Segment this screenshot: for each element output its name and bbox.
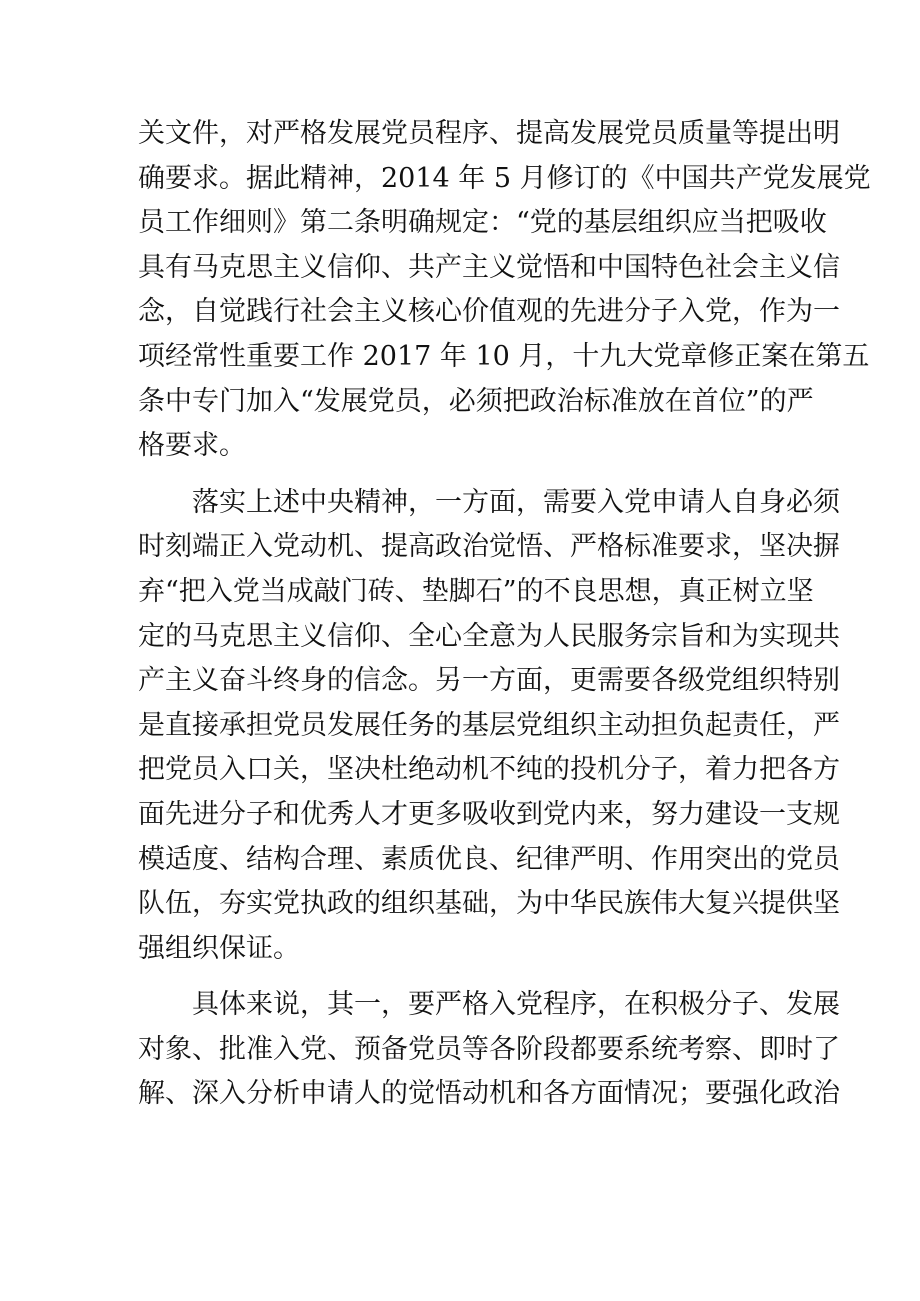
paragraph-spacer (138, 971, 784, 983)
paragraph-2 (138, 481, 840, 972)
paragraph-line: 项经常性重要工作 2017 年 10 月，十九大党章修正案在第五 (138, 340, 870, 372)
paragraph-line: 把党员入口关，坚决杜绝动机不纯的投机分子，着力把各方 (138, 754, 840, 786)
paragraph-3 (138, 983, 840, 1117)
paragraph-line: 是直接承担党员发展任务的基层党组织主动担负起责任，严 (138, 709, 840, 741)
paragraph-1 (138, 112, 871, 469)
paragraph-line: 面先进分子和优秀人才更多吸收到党内来，努力建设一支规 (138, 798, 840, 830)
paragraph-line: 关文件，对严格发展党员程序、提高发展党员质量等提出明 (138, 118, 840, 149)
paragraph-line: 确要求。据此精神，2014 年 5 月修订的《中国共产党发展党 (138, 162, 871, 194)
paragraph-line: 格要求。 (138, 430, 246, 462)
paragraph-line: 弃“把入党当成敲门砖、垫脚石”的不良思想，真正树立坚 (138, 575, 814, 607)
paragraph-line: 对象、批准入党、预备党员等各阶段都要系统考察、即时了 (138, 1033, 840, 1065)
paragraph-line: 产主义奋斗终身的信念。另一方面，更需要各级党组织特别 (138, 665, 840, 697)
paragraph-line: 具体来说，其一，要严格入党程序，在积极分子、发展 (138, 989, 840, 1021)
paragraph-line: 时刻端正入党动机、提高政治觉悟、严格标准要求，坚决摒 (138, 531, 840, 563)
paragraph-line: 解、深入分析申请人的觉悟动机和各方面情况；要强化政治 (138, 1078, 840, 1110)
paragraph-line: 定的马克思主义信仰、全心全意为人民服务宗旨和为实现共 (138, 620, 840, 652)
paragraph-line: 具有马克思主义信仰、共产主义觉悟和中国特色社会主义信 (138, 251, 840, 283)
paragraph-line: 模适度、结构合理、素质优良、纪律严明、作用突出的党员 (138, 843, 840, 875)
paragraph-line: 落实上述中央精神，一方面，需要入党申请人自身必须 (138, 486, 840, 518)
paragraph-line: 条中专门加入“发展党员，必须把政治标准放在首位”的严 (138, 385, 814, 417)
paragraph-line: 员工作细则》第二条明确规定：“党的基层组织应当把吸收 (138, 207, 827, 239)
paragraph-line: 念，自觉践行社会主义核心价值观的先进分子入党，作为一 (138, 296, 840, 328)
paragraph-line: 强组织保证。 (138, 932, 300, 964)
document-body (138, 112, 871, 1117)
paragraph-line: 队伍，夯实党执政的组织基础，为中华民族伟大复兴提供坚 (138, 888, 840, 920)
paragraph-spacer (138, 469, 784, 481)
